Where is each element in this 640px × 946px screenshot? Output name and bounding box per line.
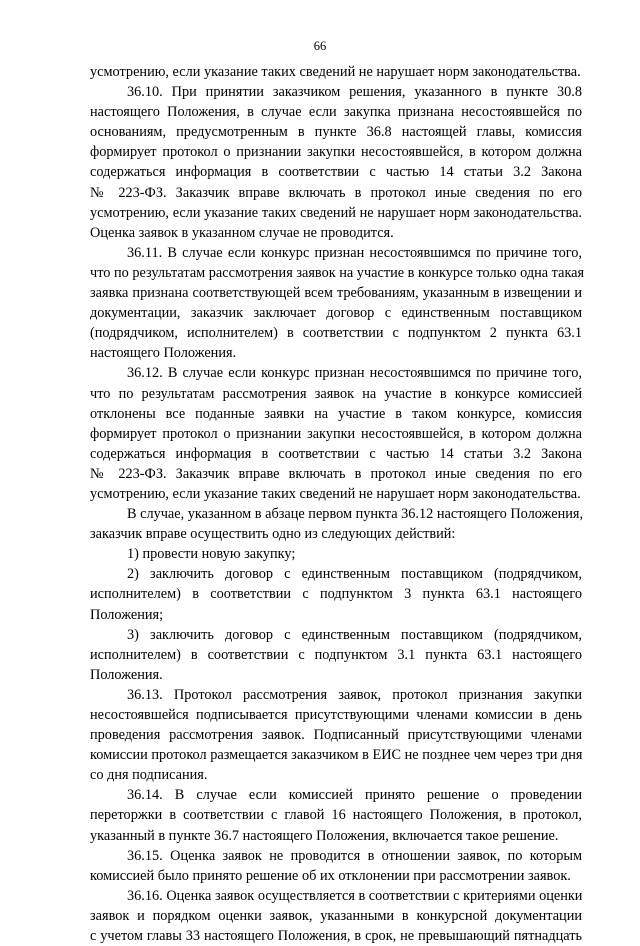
paragraph bbox=[90, 886, 582, 946]
text-line: содержаться информация в соответствии с частью 14 статьи 3.2 Закона bbox=[90, 445, 582, 462]
text-line: основаниям, предусмотренным в пункте 36.8 настоящей главы, комиссия bbox=[90, 124, 582, 141]
text-line: исполнителем) в соответствии с подпунктом 3.1 пункта 63.1 настоящего bbox=[90, 646, 582, 663]
text-line: Положения. bbox=[90, 666, 163, 683]
text-line: 36.15. Оценка заявок не проводится в отношении заявок, по которым bbox=[127, 847, 582, 864]
text-line: В случае, указанном в абзаце первом пункта 36.12 настоящего Положения, bbox=[127, 506, 584, 523]
text-line: комиссией было принято решение об их отклонении при рассмотрении заявок. bbox=[90, 867, 571, 884]
text-line: содержаться информация в соответствии с частью 14 статьи 3.2 Закона bbox=[90, 164, 582, 181]
text-line: 2) заключить договор с единственным поставщиком (подрядчиком, bbox=[127, 566, 582, 583]
paragraph bbox=[90, 504, 582, 544]
text-line: документации, заказчик заключает договор с единственным поставщиком bbox=[90, 305, 582, 322]
text-line: проведения рассмотрения заявок. Подписанный присутствующими членами bbox=[90, 727, 582, 744]
text-line: усмотрению, если указание таких сведений не нарушает норм законодательства. bbox=[90, 485, 581, 502]
text-line: исполнителем) в соответствии с подпунктом 3 пункта 63.1 настоящего bbox=[90, 586, 582, 603]
text-line: отклонены все поданные заявки на участие в таком конкурсе, комиссия bbox=[90, 405, 582, 422]
text-line: что по результатам рассмотрения заявок на участие в конкурсе комиссией bbox=[90, 385, 582, 402]
paragraph bbox=[90, 785, 582, 845]
text-line: Положения; bbox=[90, 606, 164, 623]
text-line: 36.10. При принятии заказчиком решения, указанного в пункте 30.8 bbox=[127, 84, 582, 101]
text-line: настоящего Положения, в случае если закупка признана несостоявшейся по bbox=[90, 104, 582, 121]
text-line: 3) заключить договор с единственным поставщиком (подрядчиком, bbox=[127, 626, 582, 643]
text-line: формирует протокол о признании закупки несостоявшейся, в котором должна bbox=[90, 425, 582, 442]
text-line: переторжки в соответствии с главой 16 настоящего Положения, в протокол, bbox=[90, 807, 582, 824]
text-line: 36.11. В случае если конкурс признан несостоявшимся по причине того, bbox=[127, 244, 582, 261]
text-line: 36.12. В случае если конкурс признан несостоявшимся по причине того, bbox=[127, 365, 582, 382]
text-line: заказчик вправе осуществить одно из следующих действий: bbox=[90, 526, 456, 543]
text-line: формирует протокол о признании закупки несостоявшейся, в котором должна bbox=[90, 144, 582, 161]
text-line: Оценка заявок в указанном случае не проводится. bbox=[90, 224, 394, 241]
text-line: 1) провести новую закупку; bbox=[127, 546, 296, 563]
text-line: что по результатам рассмотрения заявок на участие в конкурсе только одна такая bbox=[90, 264, 585, 281]
text-line: усмотрению, если указание таких сведений не нарушает норм законодательства. bbox=[90, 64, 581, 80]
text-line: со дня подписания. bbox=[90, 767, 208, 784]
text-line: № 223-ФЗ. Заказчик вправе включать в протокол иные сведения по его bbox=[90, 184, 582, 201]
text-line: указанный в пункте 36.7 настоящего Положения, включается такое решение. bbox=[90, 827, 559, 844]
text-line: 36.14. В случае если комиссией принято решение о проведении bbox=[127, 787, 582, 804]
paragraph bbox=[90, 243, 585, 364]
paragraph bbox=[90, 62, 582, 82]
text-line: № 223-ФЗ. Заказчик вправе включать в протокол иные сведения по его bbox=[90, 465, 582, 482]
text-line: заявок и порядком оценки заявок, указанными в конкурсной документации bbox=[90, 907, 582, 924]
paragraph bbox=[90, 564, 582, 624]
text-line: (подрядчиком, исполнителем) в соответствии с подпунктом 2 пункта 63.1 bbox=[90, 325, 582, 342]
text-line: комиссии протокол размещается заказчиком в ЕИС не позднее чем через три дня bbox=[90, 747, 583, 764]
text-line: заявка признана соответствующей всем требованиям, указанным в извещении и bbox=[90, 285, 582, 302]
text-line: 36.16. Оценка заявок осуществляется в соответствии с критериями оценки bbox=[127, 887, 583, 904]
text-line: несостоявшейся подписывается присутствующими членами комиссии в день bbox=[90, 707, 582, 723]
document-body bbox=[90, 62, 585, 946]
page-number: 66 bbox=[313, 39, 327, 53]
paragraph bbox=[90, 544, 582, 564]
text-line: усмотрению, если указание таких сведений не нарушает норм законодательства. bbox=[90, 204, 582, 221]
paragraph bbox=[90, 625, 582, 685]
text-line: настоящего Положения. bbox=[90, 345, 237, 362]
text-line: с учетом главы 33 настоящего Положения, в срок, не превышающий пятнадцать bbox=[90, 928, 582, 945]
paragraph bbox=[90, 685, 582, 785]
text-line: 36.13. Протокол рассмотрения заявок, протокол признания закупки bbox=[127, 686, 582, 703]
paragraph bbox=[90, 846, 582, 886]
paragraph bbox=[90, 82, 582, 243]
paragraph bbox=[90, 363, 582, 504]
